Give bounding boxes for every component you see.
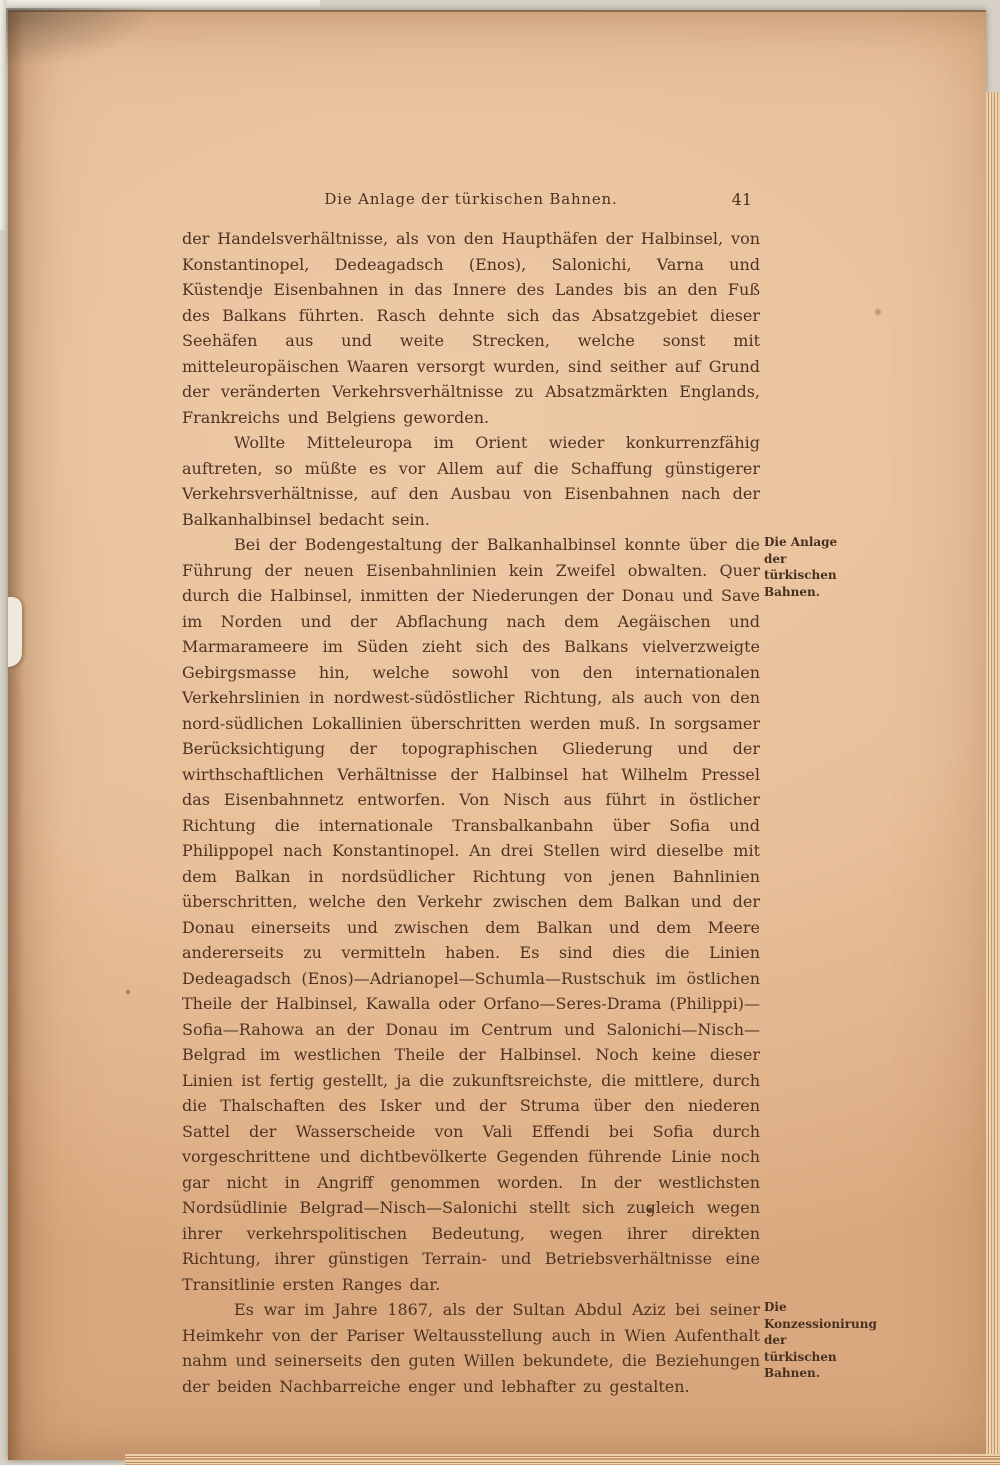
- paragraph-with-margin-note: [182, 1297, 877, 1399]
- torn-page-edge: [8, 597, 22, 667]
- paragraph-with-margin-note: [182, 532, 838, 1297]
- paragraph: Wollte Mitteleuropa im Orient wieder konkurrenzfähig auftreten, so müßte es vor Allem auf die Schaffung günstigerer Verkehrsverhältnisse, auf den Ausbau von Eisenbahnen nach der Balkanhalbinsel bedacht sein.: [182, 433, 760, 529]
- paragraph-continuation: der Handelsverhältnisse, als von den Haupthäfen der Halbinsel, von Konstantinopel, Dedeagadsch (Enos), Salonichi, Varna und Küstendje Eisenbahnen in das Innere des Landes bis an den Fuß des Balkans führten. Rasch dehnte sich das Absatzgebiet dieser Seehäfen aus und weite Strecken, welche sonst mit mitteleuropäischen Waaren versorgt wurden, sind seither auf Grund der veränderten Verkehrsverhältnisse zu Absatzmärkten Englands, Frankreichs und Belgiens geworden.: [182, 229, 760, 427]
- scanner-background-top: [0, 0, 320, 9]
- book-page: [8, 10, 986, 1460]
- margin-note-konzessionirung: Die Konzessionirung der türkischen Bahnen.: [764, 1300, 877, 1380]
- scanner-background-left: [0, 0, 7, 230]
- margin-note-anlage: Die Anlage der türkischen Bahnen.: [764, 535, 838, 599]
- stacked-page-edges-bottom: [125, 1454, 1000, 1465]
- running-title: Die Anlage der türkischen Bahnen.: [324, 190, 618, 208]
- page-number: 41: [731, 190, 752, 209]
- paragraph: Bei der Bodengestaltung der Balkanhalbinsel konnte über die Führung der neuen Eisenbahnlinien kein Zweifel obwalten. Quer durch die Halbinsel, inmitten der Niederungen der Donau und Save im Norden und der Abflachung nach dem Aegäischen und Marmarameere im Süden zieht sich des Balkans vielverzweigte Gebirgsmasse hin, welche sowohl von den internationalen Verkehrslinien in nordwest-südöstlicher Richtung, als auch von den nord-südlichen Lokallinien überschritten werden muß. In sorgsamer Berücksichtigung der topographischen Gliederung und der wirthschaftlichen Verhältnisse der Halbinsel hat Wilhelm Pressel das Eisenbahnnetz entworfen. Von Nisch aus führt in östlicher Richtung die internationale Transbalkanbahn über Sofia und Philippopel nach Konstantinopel. An drei Stellen wird dieselbe mit dem Balkan in nordsüdlicher Richtung von jenen Bahnlinien überschritten, welche den Verkehr zwischen dem Balkan und der Donau einerseits und zwischen dem Balkan und dem Meere andererseits zu vermitteln haben. Es sind dies die Linien Dedeagadsch (Enos)—Adrianopel—Schumla—Rustschuk im östlichen Theile der Halbinsel, Kawalla oder Orfano—Seres-Drama (Philippi)—Sofia—Rahowa an der Donau im Centrum und Salonichi—Nisch—Belgrad im westlichen Theile der Halbinsel. Noch keine dieser Linien ist fertig gestellt, ja die zukunftsreichste, die mittlere, durch die Thalschaften des Isker und der Struma über den niederen Sattel der Wasserscheide von Vali Effendi bei Sofia durch vorgeschrittene und dichtbevölkerte Gegenden führende Linie noch gar nicht in Angriff genommen worden. In der westlichsten Nordsüdlinie Belgrad—Nisch—Salonichi stellt sich zugleich wegen ihrer verkehrspolitischen Bedeutung, wegen ihrer direkten Richtung, ihrer günstigen Terrain- und Betriebsverhältnisse eine Transitlinie ersten Ranges dar.: [182, 535, 760, 1294]
- stacked-page-edges-right: [986, 92, 1000, 1465]
- text-block: [182, 226, 877, 1399]
- paragraph: Es war im Jahre 1867, als der Sultan Abdul Aziz bei seiner Heimkehr von der Pariser Weltausstellung auch in Wien Aufenthalt nahm und seinerseits den guten Willen bekundete, die Beziehungen der beiden Nachbarreiche enger und lebhafter zu gestalten.: [182, 1300, 760, 1396]
- page-header: [182, 190, 760, 208]
